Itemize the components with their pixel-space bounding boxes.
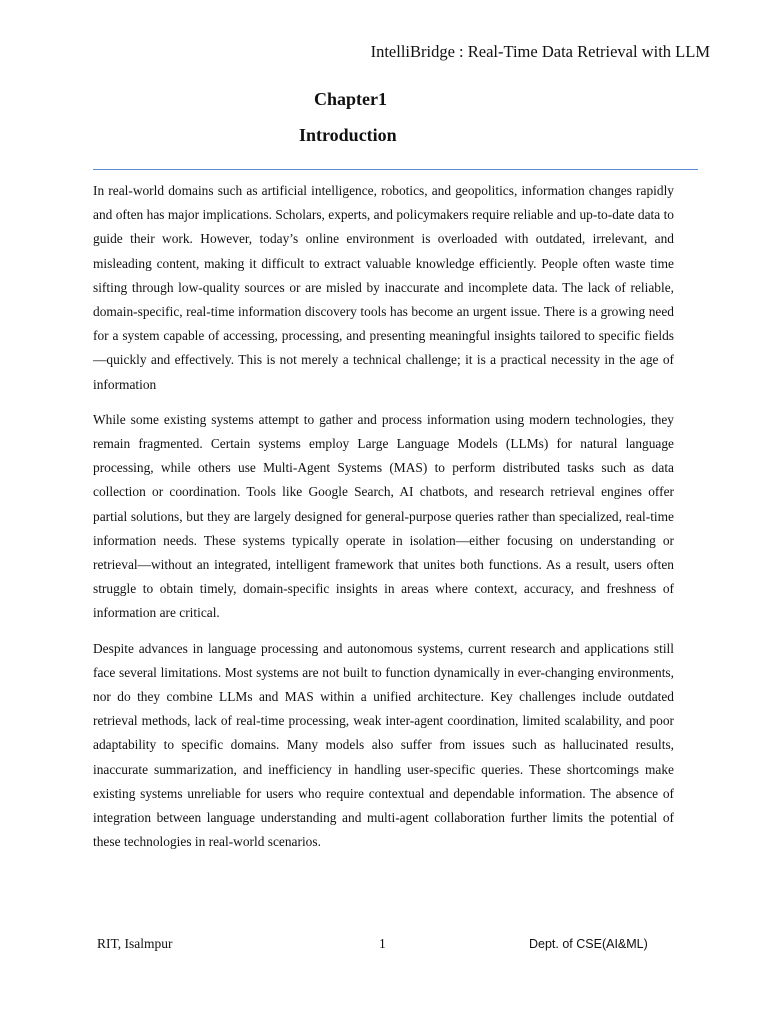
paragraph-2: While some existing systems attempt to gather and process information using modern technologies, they remain fragmented. Certain systems employ Large Language Models (LLMs) for natural language processing, while others use Multi-Agent Systems (MAS) to perform distributed tasks such as data collection or coordination. Tools like Google Search, AI chatbots, and research retrieval engines offer partial solutions, but they are largely designed for general-purpose queries rather than specialized, real-time information needs. These systems typically operate in isolation—either focusing on understanding or retrieval—without an integrated, intelligent framework that unites both functions. As a result, users often struggle to obtain timely, domain-specific insights in areas where context, accuracy, and freshness of information are critical. (93, 411, 674, 621)
body-text (93, 179, 674, 865)
footer-page-number: 1 (379, 936, 386, 951)
footer-institute: RIT, Isalmpur (97, 936, 173, 951)
paragraph-1: In real-world domains such as artificial intelligence, robotics, and geopolitics, information changes rapidly and often has major implications. Scholars, experts, and policymakers require reliable and up-to-date data to guide their work. However, today’s online environment is overloaded with outdated, irrelevant, and misleading content, making it difficult to extract valuable knowledge efficiently. People often waste time sifting through low-quality sources or are misled by inaccurate and incomplete data. The lack of reliable, domain-specific, real-time information discovery tools has become an urgent issue. There is a growing need for a system capable of accessing, processing, and presenting meaningful insights tailored to specific fields—quickly and effectively. This is not merely a technical challenge; it is a practical necessity in the age of information (93, 183, 674, 392)
footer-department: Dept. of CSE(AI&ML) (529, 937, 648, 951)
chapter-title: Introduction (299, 125, 397, 145)
paragraph-3: Despite advances in language processing and autonomous systems, current research and applications still face several limitations. Most systems are not built to function dynamically in ever-changing environments, nor do they combine LLMs and MAS within a unified architecture. Key challenges include outdated retrieval methods, lack of real-time processing, weak inter-agent coordination, limited scalability, and poor adaptability to specific domains. Many models also suffer from issues such as hallucinated results, inaccurate summarization, and inefficiency in handling user-specific queries. These shortcomings make existing systems unreliable for users who require contextual and dependable information. The absence of integration between language understanding and multi-agent collaboration further limits the potential of these technologies in real-world scenarios. (93, 640, 674, 850)
chapter-number: Chapter1 (314, 89, 387, 109)
header-divider (93, 169, 698, 170)
page-footer (0, 936, 768, 958)
running-header: IntelliBridge : Real-Time Data Retrieval with LLM (370, 42, 710, 61)
